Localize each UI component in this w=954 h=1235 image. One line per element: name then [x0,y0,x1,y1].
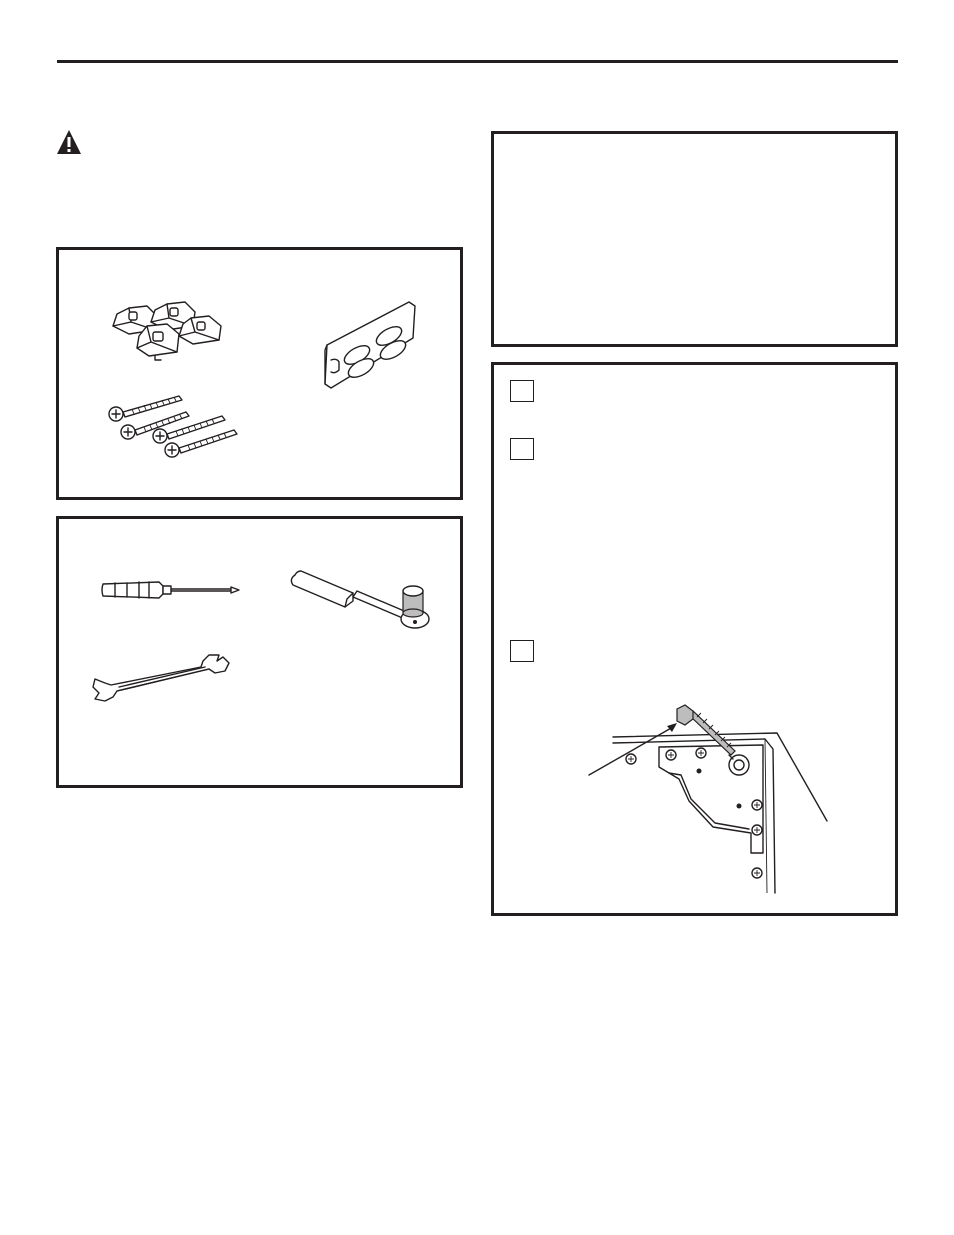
tools-needed-box [56,516,463,788]
installation-steps-box [491,362,898,916]
open-end-wrench-icon [91,653,231,703]
step-3-marker [510,640,534,662]
parts-supplied-box [56,247,463,500]
adhesive-pad-icon [317,300,422,395]
screws-icon [104,390,244,465]
socket-driver-icon [287,567,437,637]
leveling-leg-bracket-illustration [589,703,829,898]
step-1-marker [510,380,534,402]
phillips-screwdriver-icon [99,574,244,604]
step-2-marker [510,438,534,460]
note-box [491,131,898,347]
warning-triangle-icon [56,129,82,155]
mounting-brackets-icon [109,300,229,365]
header-rule [57,60,898,63]
